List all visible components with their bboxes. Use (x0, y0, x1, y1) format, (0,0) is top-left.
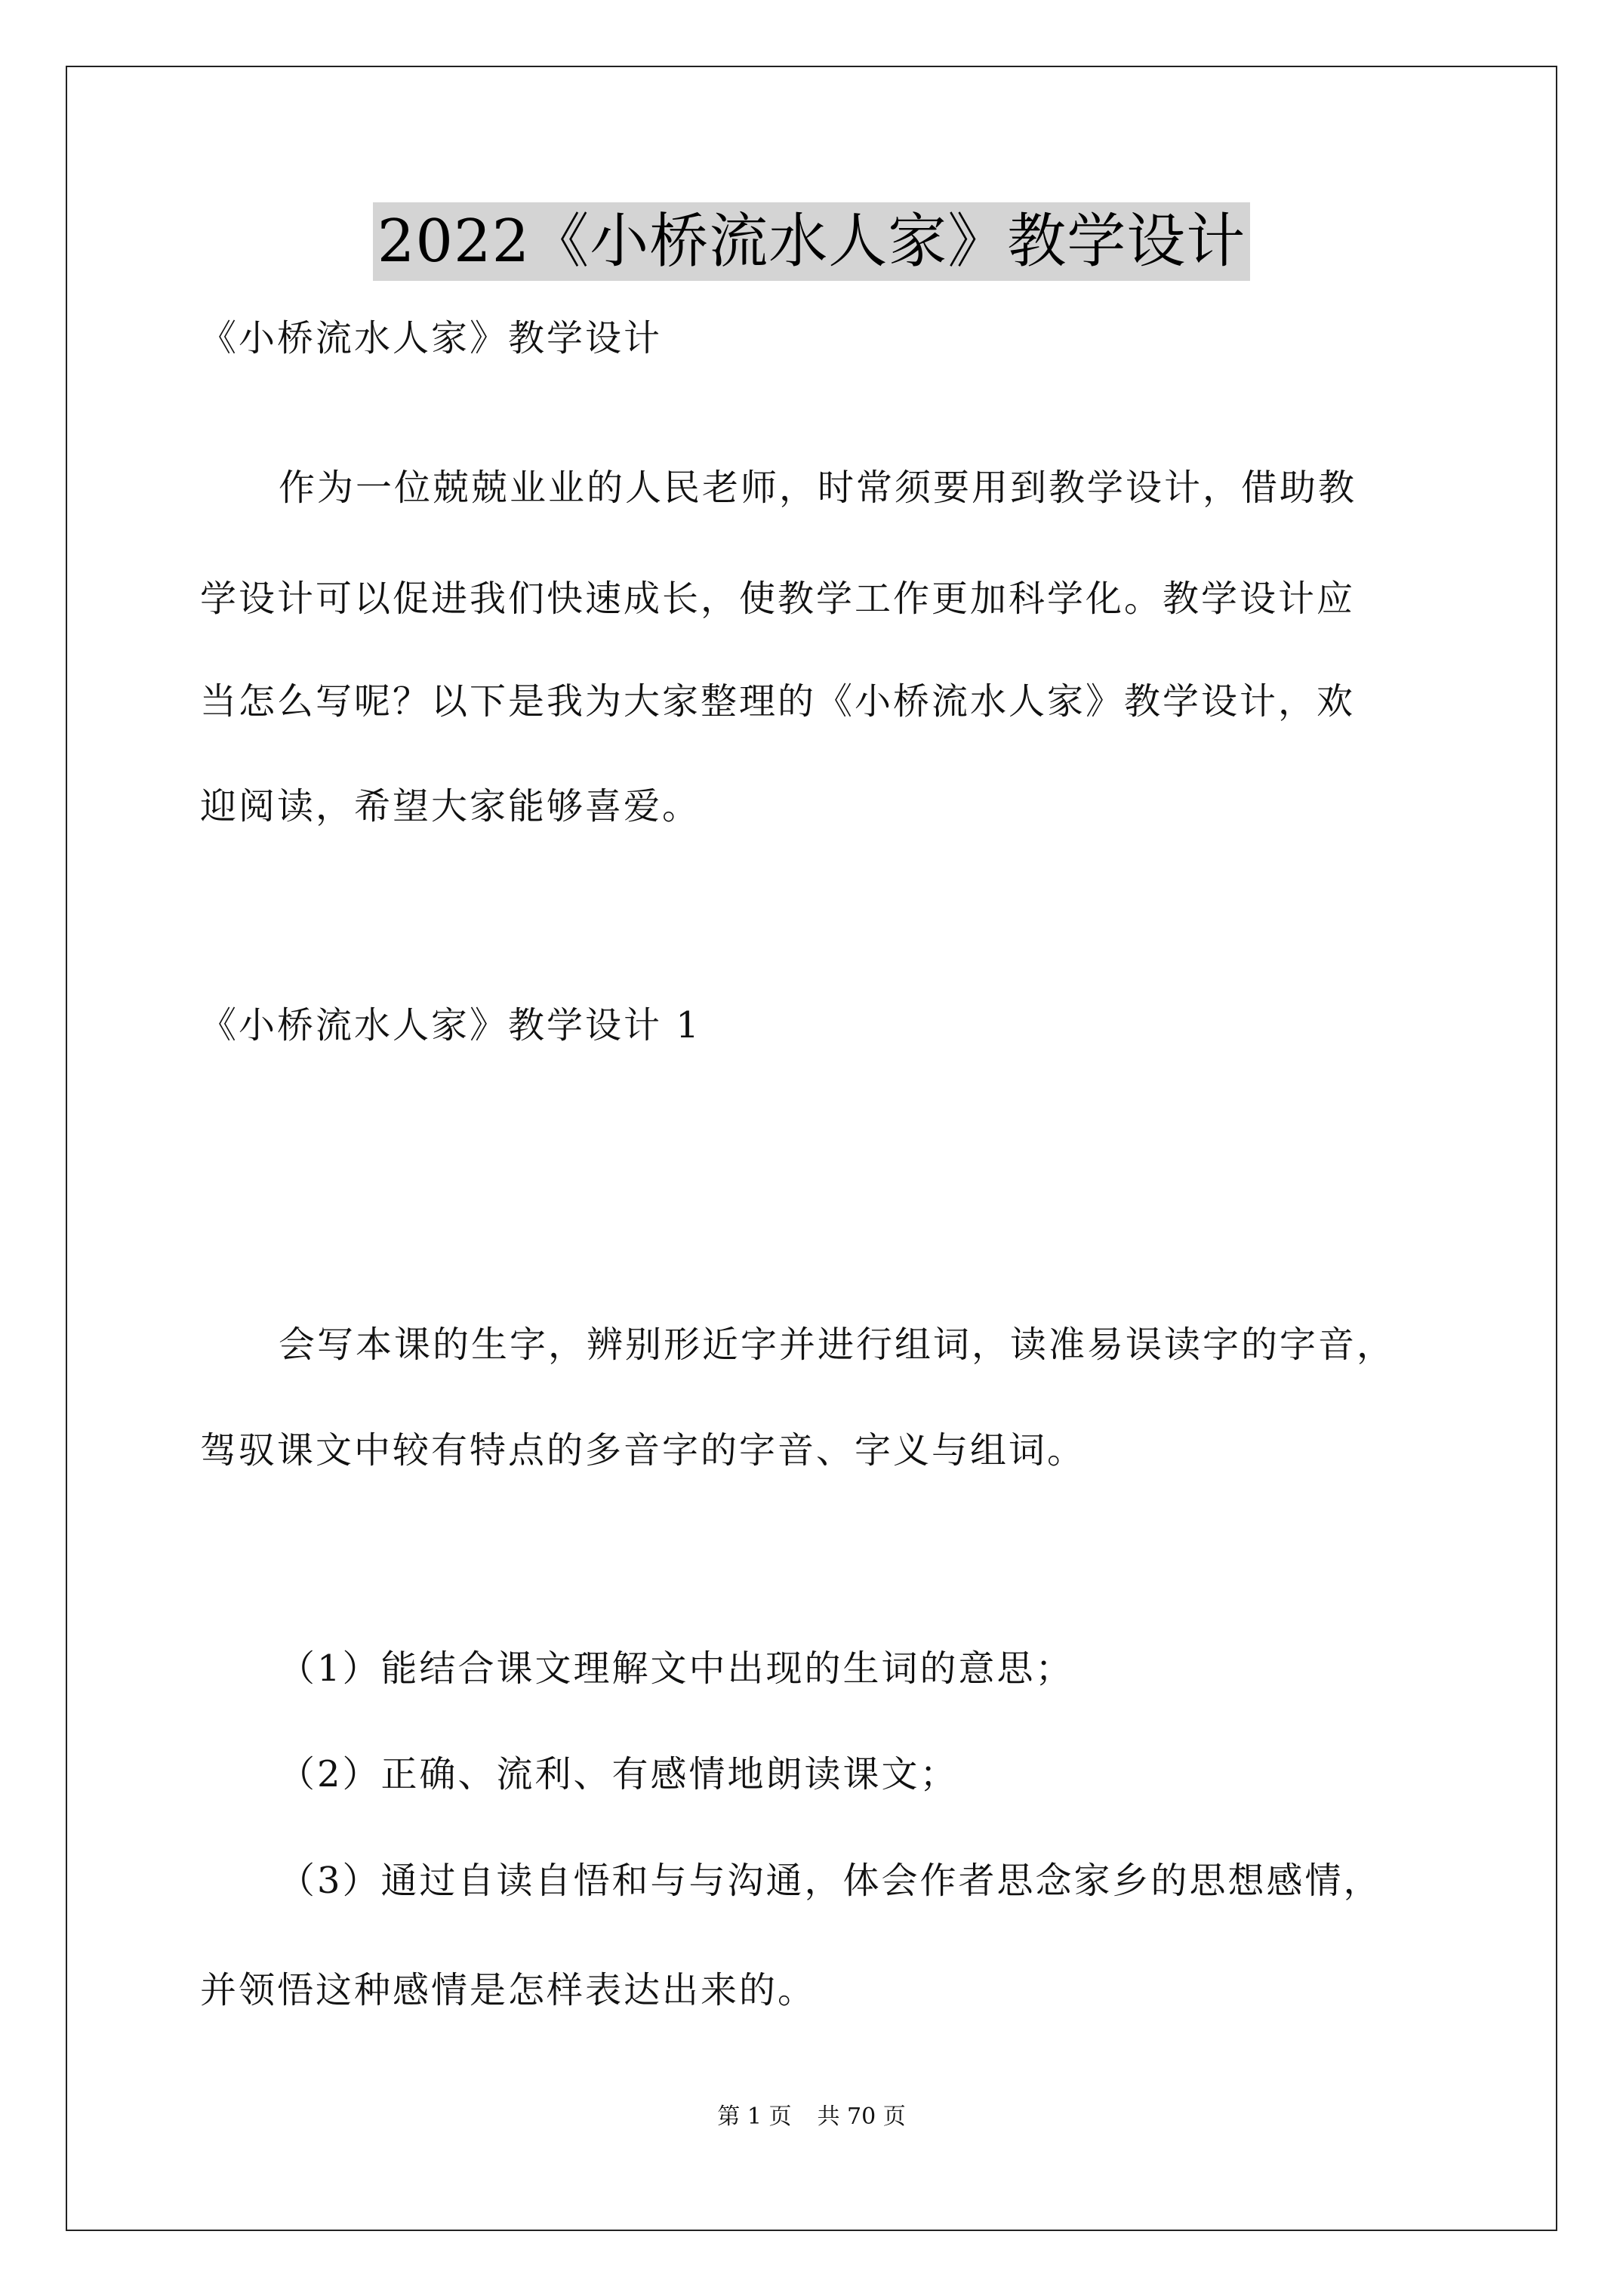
intro-line-4: 迎阅读，希望大家能够喜爱。 (200, 785, 701, 827)
page-number: 第 1 页 (717, 2103, 792, 2130)
document-subtitle: 《小桥流水人家》教学设计 (200, 317, 663, 359)
goal2-item-3: （3）通过自读自悟和与与沟通，体会作者思念家乡的思想感情， (279, 1860, 1382, 1902)
goal1-line-2: 驾驭课文中较有特点的多音字的字音、字义与组词。 (200, 1429, 1086, 1472)
intro-line-3: 当怎么写呢？以下是我为大家整理的《小桥流水人家》教学设计，欢 (200, 680, 1356, 723)
intro-line-2: 学设计可以促进我们快速成长，使教学工作更加科学化。教学设计应 (200, 578, 1356, 620)
goal2-item-2: （2）正确、流利、有感情地朗读课文； (279, 1753, 959, 1795)
section-heading: 《小桥流水人家》教学设计 1 (200, 1004, 701, 1046)
goal2-continuation: 并领悟这种感情是怎样表达出来的。 (200, 1969, 817, 2011)
page-footer (0, 2102, 1623, 2132)
intro-line-1: 作为一位兢兢业业的人民老师，时常须要用到教学设计，借助教 (279, 467, 1357, 509)
title-container (0, 202, 1623, 281)
goal1-line-1: 会写本课的生字，辨别形近字并进行组词，读准易误读字的字音， (279, 1324, 1396, 1366)
goal2-item-1: （1）能结合课文理解文中出现的生词的意思； (279, 1647, 1074, 1690)
page-total: 共 70 页 (817, 2103, 906, 2130)
page-border (66, 66, 1557, 2231)
document-title: 2022《小桥流水人家》教学设计 (373, 202, 1251, 281)
